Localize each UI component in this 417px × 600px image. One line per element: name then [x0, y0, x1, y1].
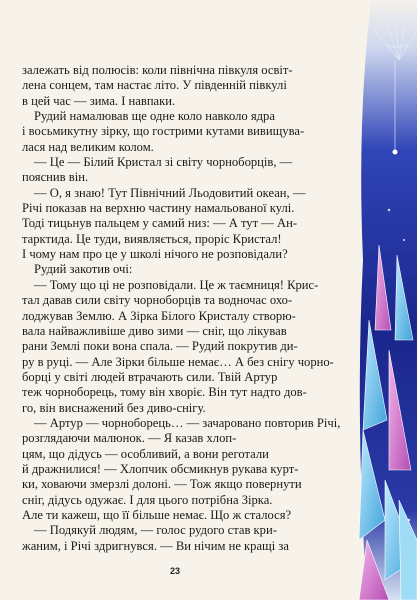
text-line: Тоді тицьнув пальцем у самий низ: — А тут — Ан-: [22, 216, 298, 231]
text-line: тал давав сили світу чорноборців та водночас охо-: [22, 293, 293, 308]
text-line: — О, я знаю! Тут Північний Льодовитий океан, —: [34, 185, 306, 200]
text-line: і восьмикутну зірку, що гострими кутами вивищува-: [22, 124, 305, 139]
text-line: пояснив він.: [22, 170, 89, 185]
text-line: Рудий намалював ще одне коло навколо ядра: [34, 109, 275, 124]
page-text: [22, 63, 350, 554]
text-line: І чому нам про це у школі нічого не розповідали?: [22, 247, 288, 262]
text-line: ки, ховаючи змерзлі долоні. — Тож якщо повернути: [22, 477, 302, 492]
text-line: сніг, дідусь одужає. І для цього потрібна Зірка.: [22, 492, 273, 507]
text-line: Рудий закотив очі:: [34, 262, 133, 277]
text-line: ру в руці. — Але Зірки більше немає… А без снігу чорно-: [22, 354, 334, 369]
paragraph: [22, 155, 350, 186]
text-line: тарктида. Це туди, виявляється, проріс Кристал!: [22, 231, 282, 246]
text-line: борці у світі людей втрачають сили. Твій Артур: [22, 369, 278, 384]
text-line: — Тому що ці не розповідали. Це ж таємниця! Крис-: [34, 277, 319, 292]
text-line: вала найважливіше диво зими — сніг, що лікував: [22, 323, 287, 338]
paragraph: [22, 416, 350, 523]
text-line: жаним, і Річі здригнувся. — Ви нічим не кращі за: [22, 538, 289, 553]
spider-icon: [393, 150, 398, 155]
paragraph: [22, 262, 350, 277]
text-line: — Це — Білий Кристал зі світу чорноборців, —: [34, 155, 293, 170]
page-number: 23: [169, 566, 180, 576]
text-line: розглядаючи малюнок. — Я казав хлоп-: [22, 431, 237, 446]
text-line: лена сонцем, там настає літо. У південній півкулі: [22, 78, 287, 93]
paragraph: [22, 278, 350, 416]
text-line: лоджував Землю. А Зірка Білого Кристалу створю-: [22, 308, 296, 323]
text-line: Річі показав на верхню частину намальованої кулі.: [22, 201, 295, 216]
paragraph: [22, 109, 350, 155]
text-line: Але ти кажеш, що її більше немає. Що ж сталося?: [22, 507, 292, 522]
paragraph: [22, 63, 350, 109]
text-line: залежать від полюсів: коли північна півкуля освіт-: [22, 63, 293, 77]
paragraph: [22, 523, 350, 554]
text-line: й дражнилися! — Хлопчик обсмикнув рукава курт-: [22, 461, 299, 476]
text-line: рани Землі поки вона спала. — Рудий покрутив ди-: [22, 339, 298, 354]
text-line: цям, що дідусь — особливий, а вони реготали: [22, 446, 269, 461]
text-line: го, він виснажений без диво-снігу.: [22, 400, 206, 415]
text-line: теж чорноборець, тому він хворіє. Він тут надто дов-: [22, 385, 307, 400]
crystal-illustration: [349, 0, 417, 600]
text-line: — Подякуй людям, — голос рудого став кри-: [34, 523, 277, 538]
text-line: в цей час — зима. І навпаки.: [22, 93, 176, 108]
text-line: — Артур — чорноборець… — зачаровано повторив Річі,: [34, 415, 341, 430]
paragraph: [22, 186, 350, 263]
text-line: лася над великим колом.: [22, 139, 154, 154]
